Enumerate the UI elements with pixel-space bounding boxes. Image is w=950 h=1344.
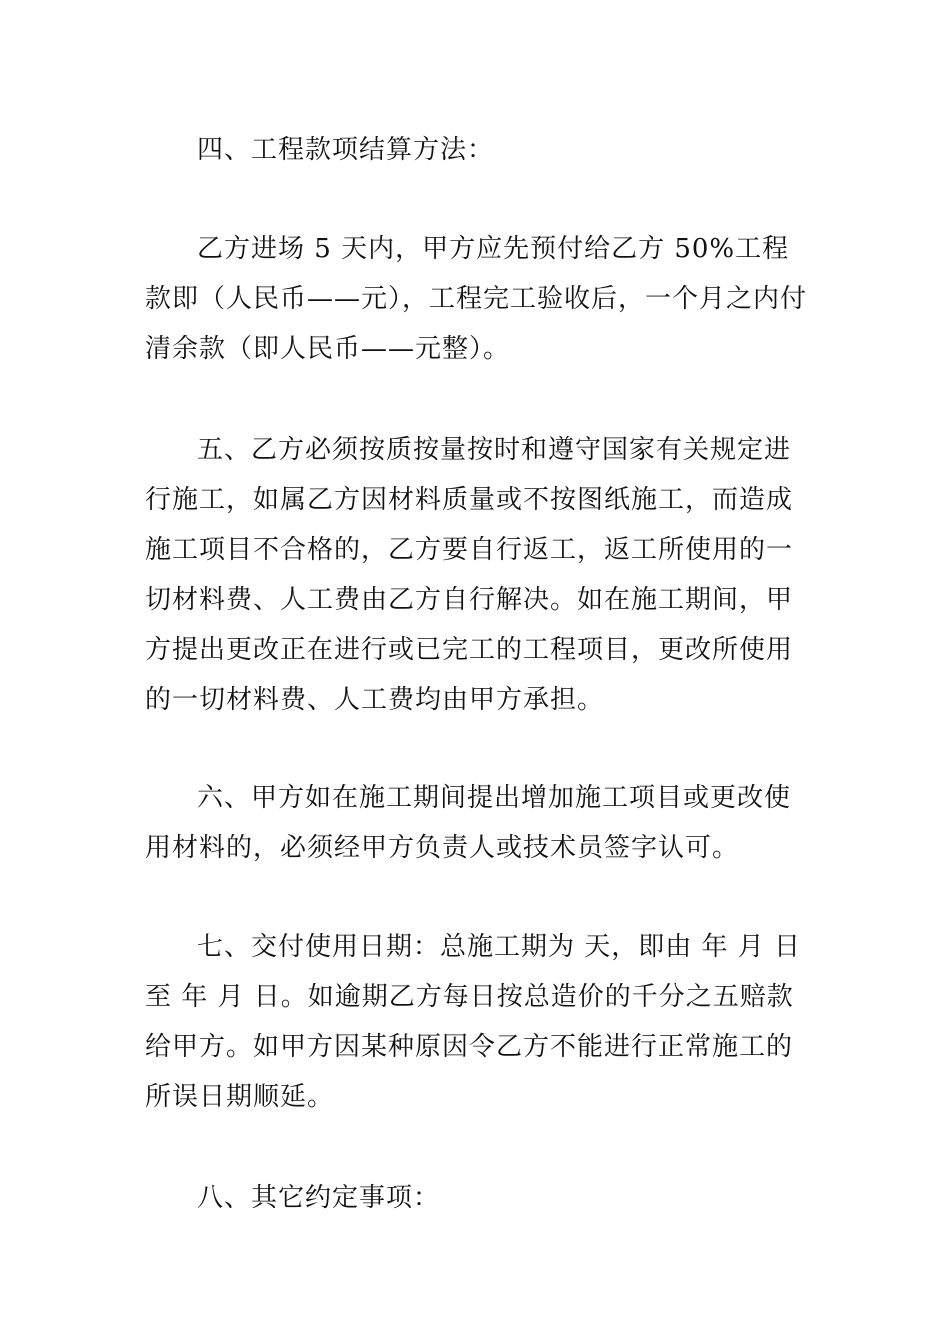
clause-8-heading: 八、其它约定事项： — [197, 1183, 441, 1213]
clause-6-changes-text: 六、甲方如在施工期间提出增加施工项目或更改使用材料的，必须经甲方负责人或技术员签字认可。 — [145, 783, 792, 863]
clause-4-heading: 四、工程款项结算方法： — [197, 135, 495, 165]
clause-5-quality-text: 五、乙方必须按质按量按时和遵守国家有关规定进行施工，如属乙方因材料质量或不按图纸施工，而造成施工项目不合格的，乙方要自行返工，返工所使用的一切材料费、人工费由乙方自行解决。如在施工期间，甲方提出更改正在进行或已完工的工程项目，更改所使用的一切材料费、人工费均由甲方承担。 — [145, 435, 794, 715]
clause-4-payment-text: 乙方进场 5 天内，甲方应先预付给乙方 50%工程款即（人民币——元），工程完工验收后，一个月之内付清余款（即人民币——元整）。 — [145, 234, 808, 364]
clause-7-delivery-text: 七、交付使用日期：总施工期为 天，即由 年 月 日至 年 月 日。如逾期乙方每日按总造价的千分之五赔款给甲方。如甲方因某种原因令乙方不能进行正常施工的所误日期顺延。 — [145, 932, 802, 1112]
